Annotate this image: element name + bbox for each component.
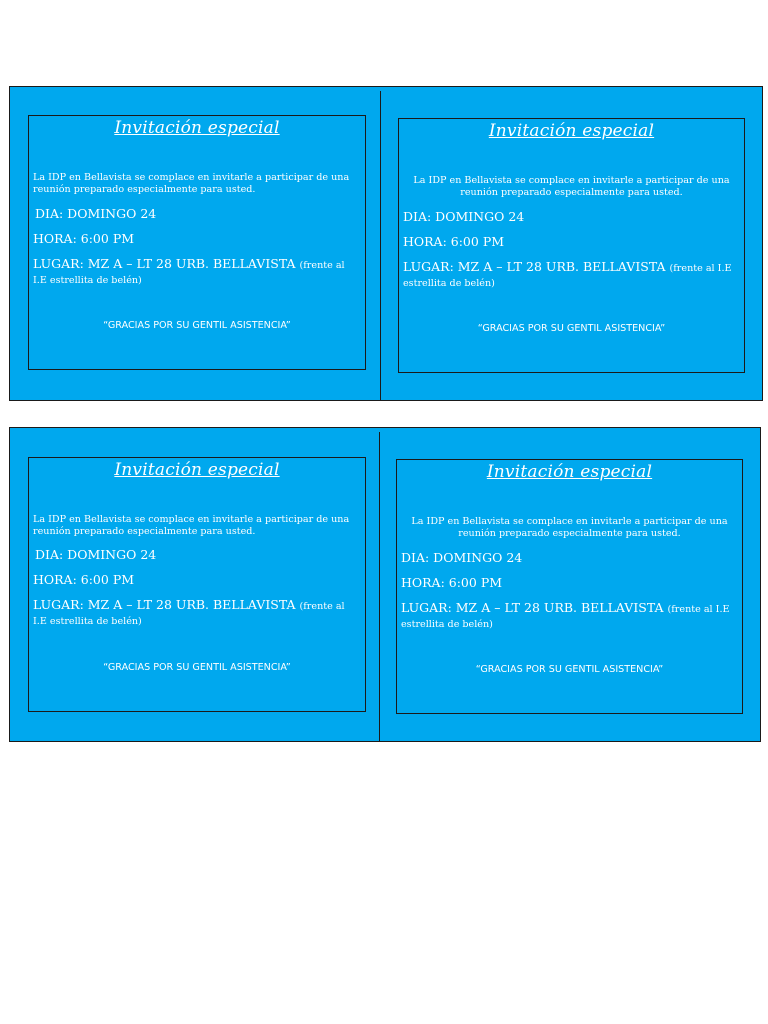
card-location-text: LUGAR: MZ A – LT 28 URB. BELLAVISTA — [403, 259, 666, 274]
card-location — [403, 260, 740, 290]
card-intro: La IDP en Bellavista se complace en invitarle a participar de una reunión preparado especialmente para usted. — [413, 175, 730, 198]
invitation-card — [28, 115, 366, 370]
card-thanks: “GRACIAS POR SU GENTIL ASISTENCIA” — [103, 320, 291, 331]
card-title: Invitación especial — [114, 118, 280, 138]
card-day: DIA: DOMINGO 24 — [401, 550, 523, 565]
card-thanks: “GRACIAS POR SU GENTIL ASISTENCIA” — [103, 662, 291, 673]
card-day: DIA: DOMINGO 24 — [35, 206, 157, 221]
card-time: HORA: 6:00 PM — [403, 234, 505, 249]
card-location — [401, 601, 738, 631]
card-thanks: “GRACIAS POR SU GENTIL ASISTENCIA” — [475, 664, 664, 675]
card-intro: La IDP en Bellavista se complace en invitarle a participar de una reunión preparado especialmente para usted. — [33, 514, 350, 537]
card-title: Invitación especial — [114, 460, 280, 480]
invitation-card — [28, 457, 366, 712]
card-intro: La IDP en Bellavista se complace en invitarle a participar de una reunión preparado especialmente para usted. — [411, 516, 728, 539]
card-thanks: “GRACIAS POR SU GENTIL ASISTENCIA” — [477, 323, 666, 334]
card-location — [33, 257, 361, 287]
card-time: HORA: 6:00 PM — [33, 231, 135, 246]
card-time: HORA: 6:00 PM — [401, 575, 503, 590]
card-location-text: LUGAR: MZ A – LT 28 URB. BELLAVISTA — [401, 600, 664, 615]
card-day: DIA: DOMINGO 24 — [35, 547, 157, 562]
invitation-sheet-top — [9, 86, 763, 401]
invitation-sheet-bottom — [9, 427, 761, 742]
card-location-note: (frente al I.E estrellita de belén) — [33, 601, 345, 627]
card-title: Invitación especial — [488, 121, 655, 141]
card-title: Invitación especial — [486, 462, 653, 482]
sheet-divider — [380, 91, 381, 400]
card-location-text: LUGAR: MZ A – LT 28 URB. BELLAVISTA — [33, 256, 296, 271]
card-location-text: LUGAR: MZ A – LT 28 URB. BELLAVISTA — [33, 597, 296, 612]
card-day: DIA: DOMINGO 24 — [403, 209, 525, 224]
invitation-card — [396, 459, 743, 714]
sheet-divider — [379, 432, 380, 741]
card-location-note: (frente al I.E estrellita de belén) — [401, 604, 730, 630]
card-time: HORA: 6:00 PM — [33, 572, 135, 587]
card-location — [33, 598, 361, 628]
card-intro: La IDP en Bellavista se complace en invitarle a participar de una reunión preparado especialmente para usted. — [33, 172, 350, 195]
card-location-note: (frente al I.E estrellita de belén) — [403, 263, 732, 289]
card-location-note: (frente al I.E estrellita de belén) — [33, 260, 345, 286]
invitation-card — [398, 118, 745, 373]
